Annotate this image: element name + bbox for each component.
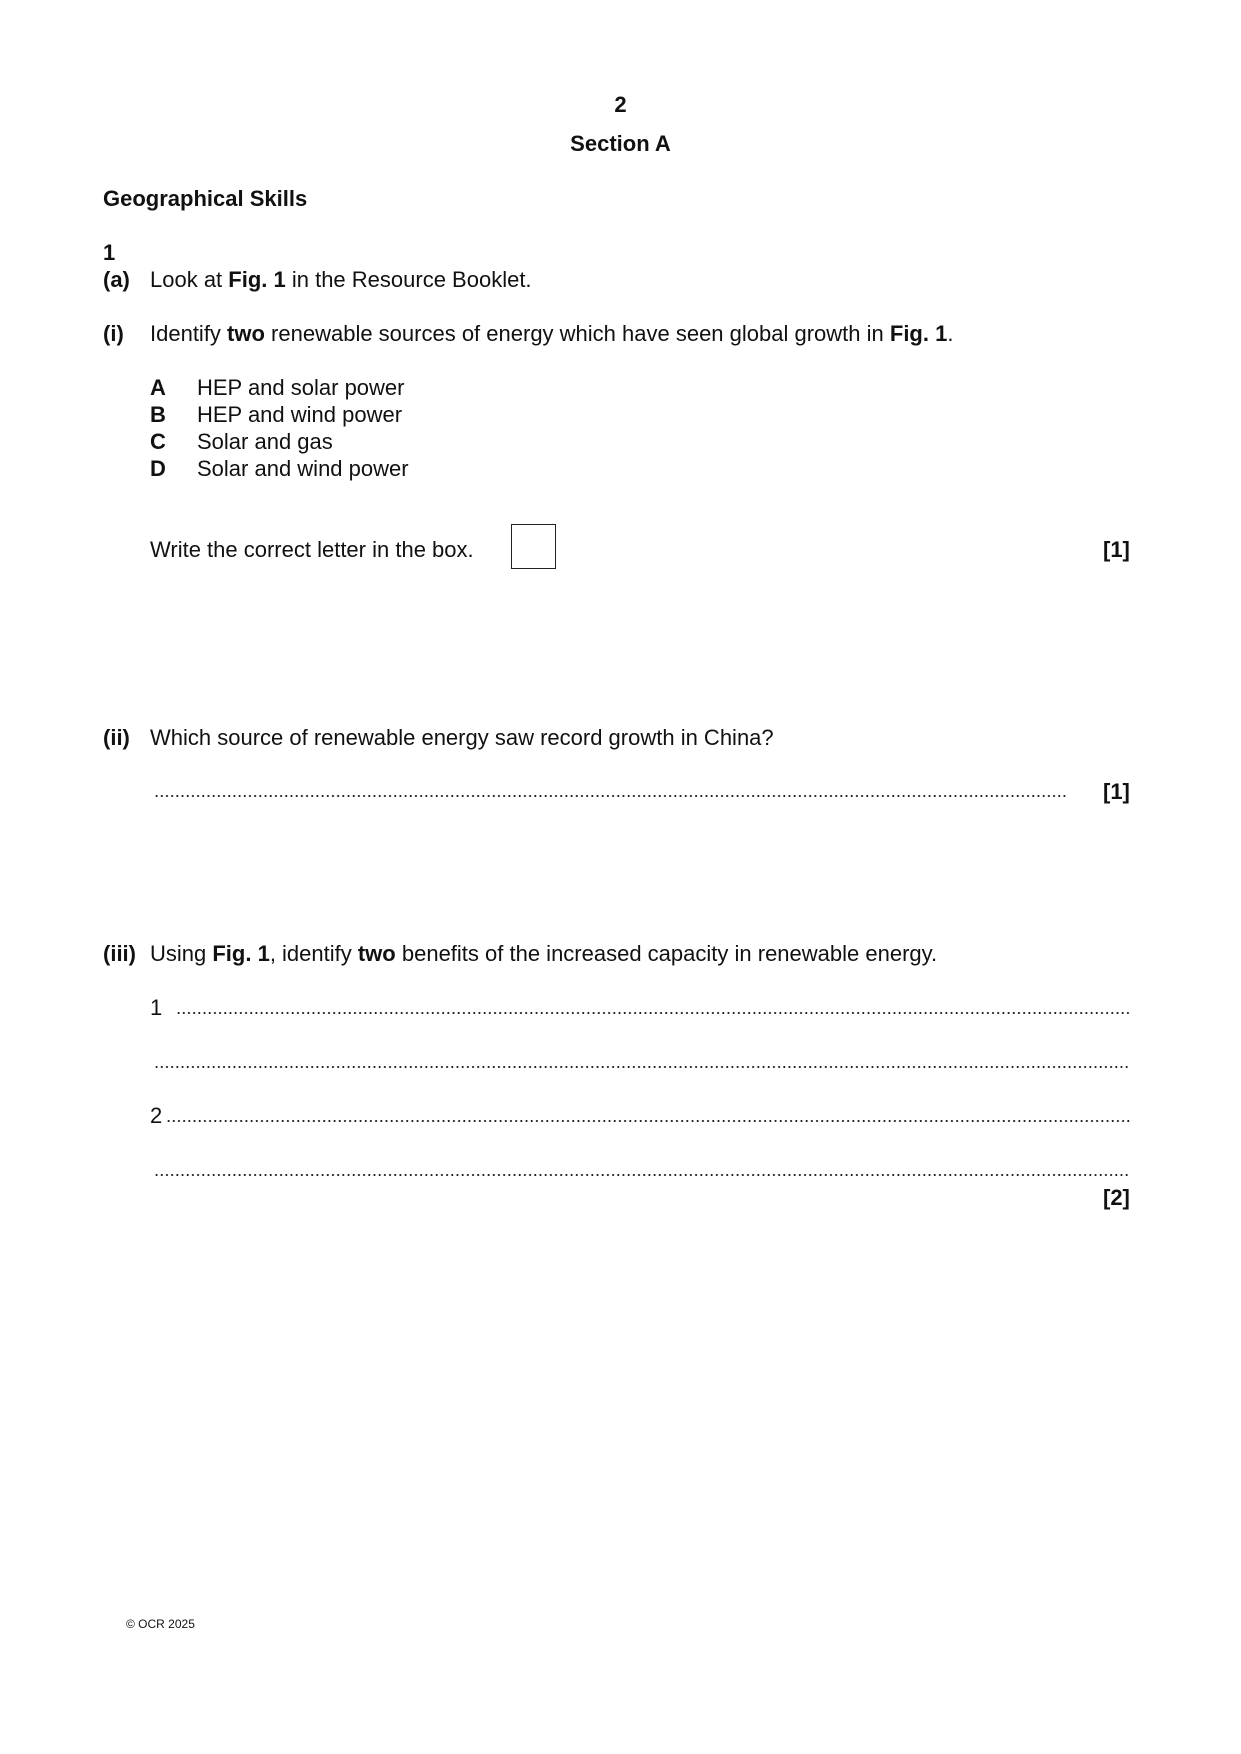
part-i-question: [150, 321, 953, 347]
part-i-text2: renewable sources of energy which have seen global growth in: [264, 321, 890, 346]
part-iii-question: [150, 941, 937, 967]
page-number: 2: [614, 92, 627, 117]
copyright-footer: © OCR 2025: [126, 1617, 195, 1631]
section-heading: Section A: [570, 131, 671, 156]
part-a-text-after: in the Resource Booklet.: [285, 267, 532, 292]
part-iii-answer-line-1a[interactable]: [176, 1011, 1130, 1015]
part-a-fig-ref: Fig. 1: [228, 267, 286, 292]
part-iii-text2: , identify: [269, 941, 358, 966]
part-a-text-before: Look at: [150, 267, 229, 292]
option-text-d: Solar and wind power: [197, 456, 409, 481]
part-i-marks: [1]: [1103, 537, 1130, 562]
part-iii-bold2: two: [357, 941, 396, 966]
question-number: 1: [103, 240, 116, 265]
part-i-text1: Identify: [150, 321, 228, 346]
option-text-a: HEP and solar power: [197, 375, 405, 400]
part-iii-text1: Using: [150, 941, 213, 966]
part-i-text3: .: [947, 321, 954, 346]
part-ii-question: Which source of renewable energy saw record growth in China?: [150, 725, 774, 750]
option-text-b: HEP and wind power: [197, 402, 403, 427]
option-letter-b: B: [150, 402, 166, 427]
part-iii-bold1: Fig. 1: [212, 941, 270, 966]
part-a-text: [150, 267, 532, 293]
part-iii-label: (iii): [103, 941, 136, 966]
answer-line-number-2: 2: [150, 1103, 163, 1128]
part-ii-answer-line[interactable]: [154, 794, 1066, 798]
part-a-label: (a): [103, 267, 130, 292]
part-i-bold2: Fig. 1: [889, 321, 948, 346]
part-i-label: (i): [103, 321, 124, 346]
answer-letter-box[interactable]: [511, 524, 556, 569]
subsection-heading: Geographical Skills: [103, 186, 308, 211]
part-iii-marks: [2]: [1103, 1185, 1130, 1210]
part-iii-answer-line-1b[interactable]: [154, 1065, 1130, 1069]
answer-instruction: Write the correct letter in the box.: [150, 537, 474, 562]
option-letter-a: A: [150, 375, 166, 400]
part-ii-marks: [1]: [1103, 779, 1130, 804]
option-letter-c: C: [150, 429, 166, 454]
part-i-bold1: two: [227, 321, 265, 346]
part-iii-answer-line-2b[interactable]: [154, 1173, 1130, 1177]
part-iii-answer-line-2a[interactable]: [166, 1119, 1130, 1123]
part-iii-text3: benefits of the increased capacity in renewable energy.: [395, 941, 938, 966]
option-text-c: Solar and gas: [197, 429, 333, 454]
option-letter-d: D: [150, 456, 166, 481]
answer-line-number-1: 1: [150, 995, 163, 1020]
part-ii-label: (ii): [103, 725, 130, 750]
